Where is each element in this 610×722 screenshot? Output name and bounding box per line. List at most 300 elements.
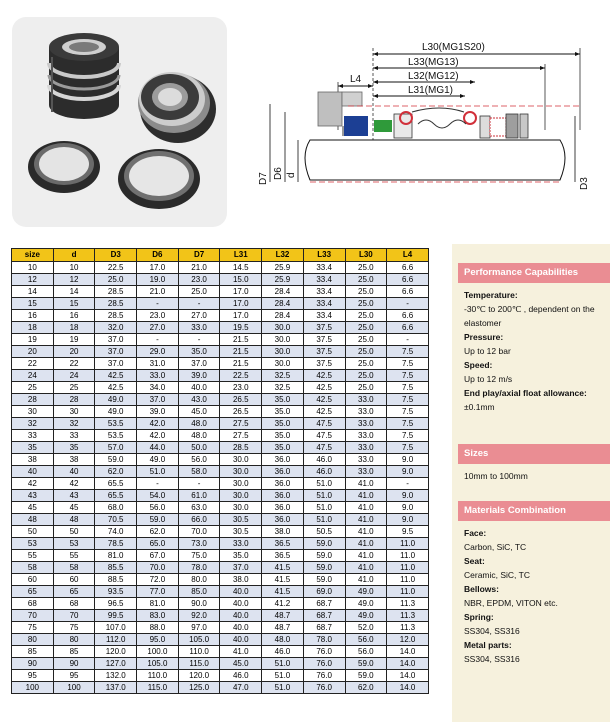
table-cell: 11.0	[387, 562, 429, 574]
pressure-label: Pressure:	[464, 332, 504, 342]
table-cell: 30.0	[220, 502, 262, 514]
dim-label-l32: L32(MG12)	[408, 71, 459, 82]
table-cell: 120.0	[178, 670, 220, 682]
table-cell: 70	[12, 610, 54, 622]
table-cell: 28.5	[220, 442, 262, 454]
table-cell: 30.0	[220, 490, 262, 502]
table-cell: 100	[53, 682, 95, 694]
table-cell: 36.5	[262, 538, 304, 550]
table-cell: 28	[53, 394, 95, 406]
materials-title: Materials Combination	[458, 501, 610, 521]
table-cell: 69.0	[303, 586, 345, 598]
table-cell: 14	[12, 286, 54, 298]
table-row	[12, 502, 429, 514]
table-cell: 57.0	[95, 442, 137, 454]
dim-label-d7: D7	[258, 172, 269, 185]
table-cell: 25.0	[345, 298, 387, 310]
table-cell: 28.4	[262, 298, 304, 310]
table-cell: 37.5	[303, 358, 345, 370]
table-cell: 33.0	[345, 442, 387, 454]
table-cell: 32	[12, 418, 54, 430]
table-cell: 46.0	[262, 646, 304, 658]
col-header: L4	[387, 249, 429, 262]
table-row	[12, 682, 429, 694]
col-header: D6	[137, 249, 179, 262]
table-cell: 17.0	[220, 286, 262, 298]
table-row	[12, 262, 429, 274]
table-cell: 49.0	[345, 610, 387, 622]
table-cell: 42.5	[303, 406, 345, 418]
table-cell: 26.5	[220, 394, 262, 406]
table-cell: 25.0	[345, 310, 387, 322]
table-cell: 45	[53, 502, 95, 514]
table-cell: 36.5	[262, 550, 304, 562]
table-cell: 46.0	[303, 454, 345, 466]
table-cell: 36.0	[262, 466, 304, 478]
table-cell: 40.0	[220, 610, 262, 622]
table-cell: 73.0	[178, 538, 220, 550]
table-cell: 39.0	[137, 406, 179, 418]
table-cell: 28.5	[95, 310, 137, 322]
table-cell: 70.5	[95, 514, 137, 526]
table-cell: 15.0	[220, 274, 262, 286]
table-cell: 30.0	[262, 322, 304, 334]
table-cell: 19.0	[137, 274, 179, 286]
table-cell: 59.0	[345, 658, 387, 670]
table-row	[12, 334, 429, 346]
dim-label-d3: D3	[579, 177, 590, 190]
speed-value: Up to 12 m/s	[464, 374, 513, 384]
table-cell: 107.0	[95, 622, 137, 634]
table-cell: 33.4	[303, 298, 345, 310]
table-row	[12, 382, 429, 394]
table-cell: 78.0	[178, 562, 220, 574]
sizes-panel	[458, 444, 610, 488]
col-header: L30	[345, 249, 387, 262]
table-cell: 59.0	[303, 562, 345, 574]
table-cell: 93.5	[95, 586, 137, 598]
table-cell: 7.5	[387, 346, 429, 358]
table-cell: 35.0	[262, 394, 304, 406]
table-row	[12, 598, 429, 610]
table-cell: 97.0	[178, 622, 220, 634]
table-row	[12, 622, 429, 634]
table-cell: 85	[12, 646, 54, 658]
table-cell: 41.0	[345, 502, 387, 514]
table-cell: 30.0	[262, 358, 304, 370]
table-cell: 59.0	[137, 514, 179, 526]
table-cell: 38	[12, 454, 54, 466]
table-cell: 37.5	[303, 334, 345, 346]
table-cell: 21.0	[178, 262, 220, 274]
table-cell: 85	[53, 646, 95, 658]
face-label: Face:	[464, 528, 487, 538]
table-cell: 25.0	[345, 274, 387, 286]
bellows-label: Bellows:	[464, 584, 499, 594]
table-cell: 25.0	[345, 322, 387, 334]
spec-table	[11, 248, 429, 694]
table-cell: 41.0	[345, 526, 387, 538]
table-cell: 37.0	[178, 358, 220, 370]
table-cell: 53	[12, 538, 54, 550]
table-cell: 35.0	[262, 418, 304, 430]
table-cell: 49.0	[95, 406, 137, 418]
table-cell: 48.0	[178, 430, 220, 442]
table-cell: 32	[53, 418, 95, 430]
table-cell: 76.0	[303, 646, 345, 658]
table-row	[12, 562, 429, 574]
table-cell: 80	[53, 634, 95, 646]
technical-drawing	[240, 20, 610, 230]
table-cell: 95.0	[137, 634, 179, 646]
table-row	[12, 646, 429, 658]
table-cell: 7.5	[387, 418, 429, 430]
table-cell: 25.0	[345, 358, 387, 370]
table-cell: 50.5	[303, 526, 345, 538]
col-header: D7	[178, 249, 220, 262]
table-cell: 30.0	[220, 454, 262, 466]
table-cell: 28.4	[262, 286, 304, 298]
table-cell: 68.7	[303, 598, 345, 610]
table-cell: 18	[12, 322, 54, 334]
table-cell: 43	[53, 490, 95, 502]
table-cell: 24	[53, 370, 95, 382]
table-cell: 30	[53, 406, 95, 418]
table-cell: 42.5	[303, 370, 345, 382]
table-cell: 33.4	[303, 286, 345, 298]
spring-label: Spring:	[464, 612, 494, 622]
table-row	[12, 322, 429, 334]
table-cell: 65.0	[137, 538, 179, 550]
table-cell: 12	[12, 274, 54, 286]
table-cell: 127.0	[95, 658, 137, 670]
table-cell: 40.0	[220, 598, 262, 610]
table-cell: 37.5	[303, 322, 345, 334]
table-cell: 46.0	[220, 670, 262, 682]
table-cell: 51.0	[262, 682, 304, 694]
table-cell: 19	[53, 334, 95, 346]
table-cell: 33.0	[345, 454, 387, 466]
table-row	[12, 550, 429, 562]
table-cell: 88.5	[95, 574, 137, 586]
table-cell: 11.0	[387, 538, 429, 550]
seal-right-image	[138, 72, 216, 143]
table-row	[12, 478, 429, 490]
table-row	[12, 406, 429, 418]
table-cell: 40	[53, 466, 95, 478]
table-cell: 33	[12, 430, 54, 442]
table-cell: 54.0	[137, 490, 179, 502]
table-cell: 6.6	[387, 310, 429, 322]
table-cell: 26.5	[220, 406, 262, 418]
table-cell: 81.0	[95, 550, 137, 562]
table-cell: 53	[53, 538, 95, 550]
table-cell: 53.5	[95, 430, 137, 442]
spec-table-header	[12, 249, 429, 262]
table-cell: 40.0	[220, 622, 262, 634]
table-cell: 41.0	[345, 550, 387, 562]
temperature-label: Temperature:	[464, 290, 518, 300]
table-cell: 58	[53, 562, 95, 574]
face-value: Carbon, SiC, TC	[464, 542, 527, 552]
table-cell: 25.0	[345, 382, 387, 394]
table-cell: 41.2	[262, 598, 304, 610]
table-cell: 48	[53, 514, 95, 526]
temperature-value: -30℃ to 200℃ , dependent on the elastomer	[464, 304, 595, 328]
table-cell: 18	[53, 322, 95, 334]
table-cell: 115.0	[137, 682, 179, 694]
table-cell: 41.0	[345, 562, 387, 574]
seal-left-image	[49, 33, 119, 119]
table-cell: 45.0	[220, 658, 262, 670]
col-header: L32	[262, 249, 304, 262]
table-cell: 33.0	[345, 406, 387, 418]
table-cell: 14.0	[387, 682, 429, 694]
table-cell: 85.0	[178, 586, 220, 598]
table-cell: 41.0	[345, 478, 387, 490]
table-cell: 25.0	[345, 346, 387, 358]
table-cell: 29.0	[137, 346, 179, 358]
table-cell: 72.0	[137, 574, 179, 586]
table-cell: 28.4	[262, 310, 304, 322]
table-cell: 33.0	[345, 466, 387, 478]
table-row	[12, 430, 429, 442]
table-cell: 22.5	[220, 370, 262, 382]
table-cell: 77.0	[137, 586, 179, 598]
table-cell: 32.5	[262, 370, 304, 382]
table-cell: 60	[53, 574, 95, 586]
table-cell: 37.0	[137, 394, 179, 406]
table-cell: 70.0	[178, 526, 220, 538]
table-cell: 40.0	[178, 382, 220, 394]
table-cell: 43	[12, 490, 54, 502]
table-cell: 110.0	[178, 646, 220, 658]
table-cell: 10	[53, 262, 95, 274]
table-cell: 50	[53, 526, 95, 538]
table-cell: 14.5	[220, 262, 262, 274]
table-cell: 60	[12, 574, 54, 586]
table-cell: 21.5	[220, 358, 262, 370]
table-row	[12, 586, 429, 598]
endplay-label: End play/axial float allowance:	[464, 388, 587, 398]
table-cell: 62.0	[137, 526, 179, 538]
table-cell: 36.0	[262, 454, 304, 466]
table-cell: 17.0	[220, 310, 262, 322]
table-cell: 33.0	[137, 370, 179, 382]
table-row	[12, 610, 429, 622]
col-header: L33	[303, 249, 345, 262]
table-cell: 14.0	[387, 646, 429, 658]
table-cell: 63.0	[178, 502, 220, 514]
table-cell: 14	[53, 286, 95, 298]
table-cell: 34.0	[137, 382, 179, 394]
metal-parts-label: Metal parts:	[464, 640, 512, 650]
table-cell: 48.7	[262, 622, 304, 634]
table-cell: 137.0	[95, 682, 137, 694]
table-cell: 12	[53, 274, 95, 286]
table-cell: 30.5	[220, 514, 262, 526]
table-cell: 44.0	[137, 442, 179, 454]
table-cell: 35.0	[262, 430, 304, 442]
table-cell: 51.0	[262, 658, 304, 670]
table-cell: 105.0	[178, 634, 220, 646]
table-cell: 115.0	[178, 658, 220, 670]
col-header: size	[12, 249, 54, 262]
table-cell: 62.0	[95, 466, 137, 478]
table-cell: 33.4	[303, 274, 345, 286]
table-cell: 56.0	[137, 502, 179, 514]
table-cell: 36.0	[262, 514, 304, 526]
table-cell: 68.0	[95, 502, 137, 514]
table-cell: 25.0	[345, 370, 387, 382]
table-cell: 9.0	[387, 502, 429, 514]
table-cell: 92.0	[178, 610, 220, 622]
table-cell: 14.0	[387, 670, 429, 682]
table-row	[12, 346, 429, 358]
table-cell: 38.0	[220, 574, 262, 586]
table-cell: 81.0	[137, 598, 179, 610]
col-header: D3	[95, 249, 137, 262]
col-header: L31	[220, 249, 262, 262]
table-cell: 51.0	[303, 478, 345, 490]
table-cell: 43.0	[178, 394, 220, 406]
table-cell: 35.0	[262, 442, 304, 454]
table-cell: 56.0	[345, 634, 387, 646]
table-cell: 99.5	[95, 610, 137, 622]
table-cell: 23.0	[137, 310, 179, 322]
table-cell: 11.3	[387, 598, 429, 610]
table-cell: 9.0	[387, 466, 429, 478]
table-cell: 41.5	[262, 586, 304, 598]
table-cell: 50.0	[178, 442, 220, 454]
dim-label-l31: L31(MG1)	[408, 85, 454, 96]
table-cell: 35	[12, 442, 54, 454]
table-cell: 51.0	[303, 514, 345, 526]
table-cell: 41.0	[345, 490, 387, 502]
table-cell: 51.0	[262, 670, 304, 682]
table-cell: 112.0	[95, 634, 137, 646]
table-cell: 65.5	[95, 478, 137, 490]
table-cell: 70	[53, 610, 95, 622]
table-cell: 58.0	[178, 466, 220, 478]
table-cell: 85.5	[95, 562, 137, 574]
dim-label-d6: D6	[273, 167, 284, 180]
table-cell: 11.0	[387, 586, 429, 598]
table-cell: 20	[53, 346, 95, 358]
table-cell: 42.5	[95, 382, 137, 394]
table-cell: 40	[12, 466, 54, 478]
table-cell: 11.3	[387, 610, 429, 622]
seat-value: Ceramic, SiC, TC	[464, 570, 530, 580]
table-cell: 11.0	[387, 574, 429, 586]
performance-title: Performance Capabilities	[458, 263, 610, 283]
table-cell: 75	[53, 622, 95, 634]
table-cell: -	[387, 298, 429, 310]
table-cell: 27.0	[178, 310, 220, 322]
table-cell: 22	[12, 358, 54, 370]
table-row	[12, 370, 429, 382]
table-cell: 100.0	[137, 646, 179, 658]
sizes-title: Sizes	[458, 444, 610, 464]
col-header: d	[53, 249, 95, 262]
endplay-value: ±0.1mm	[464, 402, 495, 412]
table-row	[12, 418, 429, 430]
table-cell: 38.0	[262, 526, 304, 538]
table-row	[12, 394, 429, 406]
dim-label-l33: L33(MG13)	[408, 57, 459, 68]
table-cell: 66.0	[178, 514, 220, 526]
table-cell: 42.5	[303, 394, 345, 406]
table-cell: 33.0	[178, 322, 220, 334]
table-cell: 110.0	[137, 670, 179, 682]
dim-label-d: d	[286, 172, 297, 178]
sizes-value: 10mm to 100mm	[464, 471, 528, 481]
table-cell: 27.5	[220, 418, 262, 430]
table-cell: 37.0	[95, 346, 137, 358]
table-row	[12, 274, 429, 286]
table-cell: 33.0	[345, 418, 387, 430]
table-cell: 28.5	[95, 298, 137, 310]
table-cell: 51.0	[303, 502, 345, 514]
table-cell: 9.0	[387, 514, 429, 526]
table-cell: -	[387, 334, 429, 346]
table-cell: 49.0	[345, 586, 387, 598]
table-row	[12, 454, 429, 466]
spring-value: SS304, SS316	[464, 626, 520, 636]
table-cell: 30.0	[262, 346, 304, 358]
table-cell: 35.0	[262, 406, 304, 418]
table-cell: 42.5	[303, 382, 345, 394]
table-cell: 62.0	[345, 682, 387, 694]
table-cell: 58	[12, 562, 54, 574]
table-cell: 7.5	[387, 442, 429, 454]
table-cell: -	[137, 478, 179, 490]
table-cell: 46.0	[303, 466, 345, 478]
table-row	[12, 298, 429, 310]
table-cell: -	[387, 478, 429, 490]
table-cell: 74.0	[95, 526, 137, 538]
table-row	[12, 466, 429, 478]
table-cell: 35.0	[178, 346, 220, 358]
table-cell: 50	[12, 526, 54, 538]
table-cell: 41.0	[345, 514, 387, 526]
table-cell: 42	[12, 478, 54, 490]
metal-parts-value: SS304, SS316	[464, 654, 520, 664]
table-cell: 11.0	[387, 550, 429, 562]
table-cell: 49.0	[345, 598, 387, 610]
table-cell: 17.0	[137, 262, 179, 274]
table-row	[12, 670, 429, 682]
pressure-value: Up to 12 bar	[464, 346, 511, 356]
table-cell: 67.0	[137, 550, 179, 562]
table-cell: 55	[53, 550, 95, 562]
table-cell: 28	[12, 394, 54, 406]
table-cell: 83.0	[137, 610, 179, 622]
table-row	[12, 310, 429, 322]
table-cell: 76.0	[303, 670, 345, 682]
table-cell: 15	[12, 298, 54, 310]
table-cell: 96.5	[95, 598, 137, 610]
seat-ring-left-image	[28, 141, 100, 193]
table-cell: 19	[12, 334, 54, 346]
table-cell: 33.0	[220, 538, 262, 550]
table-cell: 59.0	[303, 538, 345, 550]
table-cell: 6.6	[387, 262, 429, 274]
table-cell: 48.7	[262, 610, 304, 622]
table-cell: 38	[53, 454, 95, 466]
table-cell: 37.0	[220, 562, 262, 574]
table-cell: 23.0	[178, 274, 220, 286]
